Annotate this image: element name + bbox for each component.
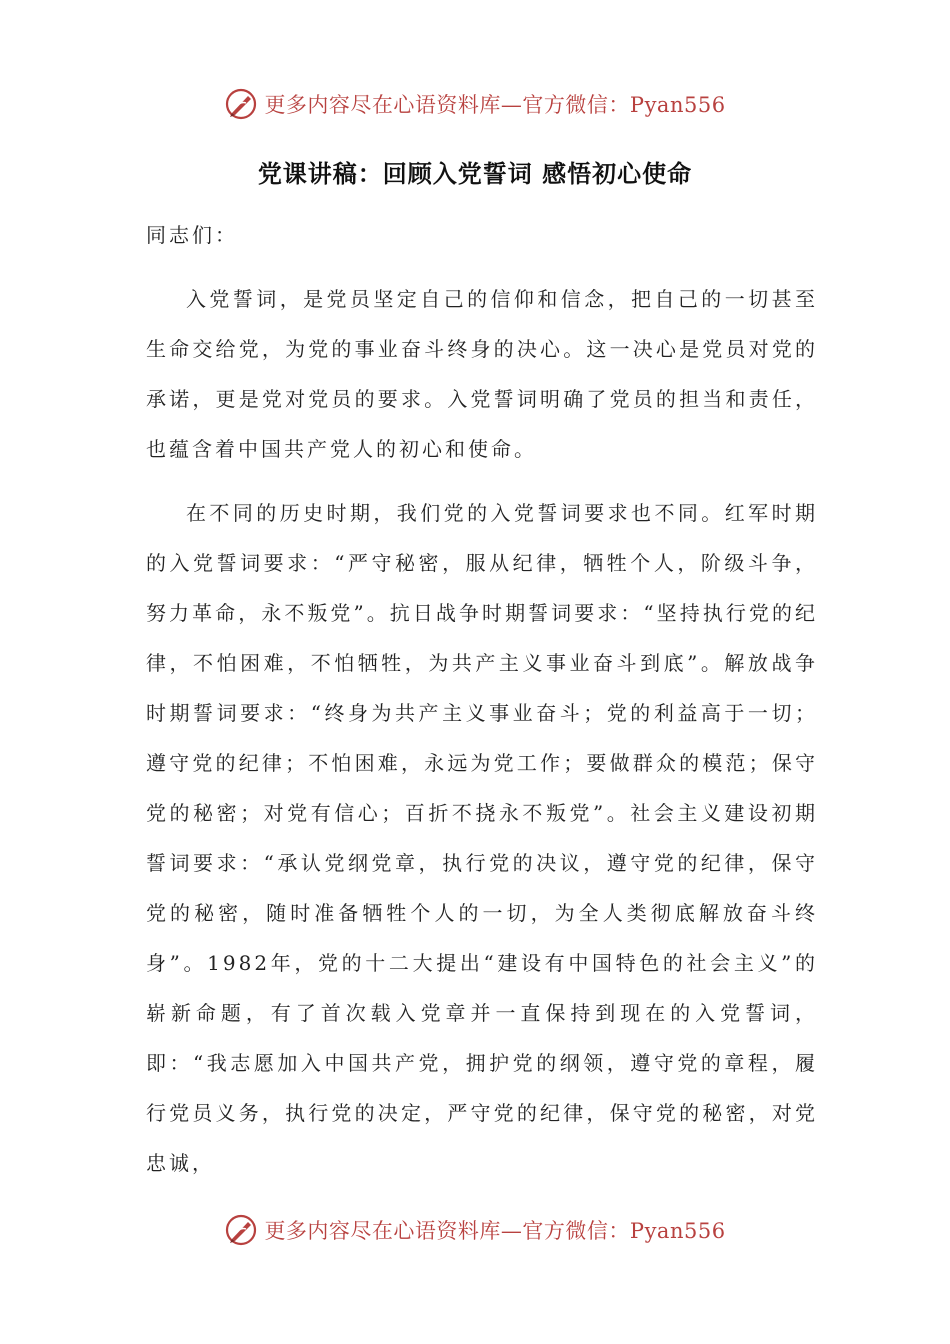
document-body bbox=[146, 210, 818, 1188]
footer-watermark bbox=[0, 1210, 950, 1250]
pen-seal-icon bbox=[224, 87, 258, 121]
paragraph: 在不同的历史时期，我们党的入党誓词要求也不同。红军时期的入党誓词要求：“严守秘密，服从纪律，牺牲个人，阶级斗争，努力革命，永不叛党”。抗日战争时期誓词要求：“坚持执行党的纪律，不怕困难，不怕牺牲，为共产主义事业奋斗到底”。解放战争时期誓词要求：“终身为共产主义事业奋斗；党的利益高于一切；遵守党的纪律；不怕困难，永远为党工作；要做群众的模范；保守党的秘密；对党有信心；百折不挠永不叛党”。社会主义建设初期誓词要求：“承认党纲党章，执行党的决议，遵守党的纪律，保守党的秘密，随时准备牺牲个人的一切，为全人类彻底解放奋斗终身”。1982年，党的十二大提出“建设有中国特色的社会主义”的崭新命题，有了首次载入党章并一直保持到现在的入党誓词，即：“我志愿加入中国共产党，拥护党的纲领，遵守党的章程，履行党员义务，执行党的决定，严守党的纪律，保守党的秘密，对党忠诚， bbox=[146, 501, 818, 1175]
footer-watermark-text: 更多内容尽在心语资料库—官方微信：Pyan556 bbox=[264, 1219, 726, 1243]
paragraph: 入党誓词，是党员坚定自己的信仰和信念，把自己的一切甚至生命交给党，为党的事业奋斗终身的决心。这一决心是党员对党的承诺，更是党对党员的要求。入党誓词明确了党员的担当和责任，也蕴含着中国共产党人的初心和使命。 bbox=[146, 287, 818, 461]
header-watermark-text: 更多内容尽在心语资料库—官方微信：Pyan556 bbox=[264, 93, 726, 117]
header-watermark bbox=[0, 84, 950, 124]
salutation: 同志们： bbox=[146, 223, 238, 247]
document-title: 党课讲稿：回顾入党誓词 感悟初心使命 bbox=[257, 160, 693, 188]
pen-seal-icon bbox=[224, 1213, 258, 1247]
